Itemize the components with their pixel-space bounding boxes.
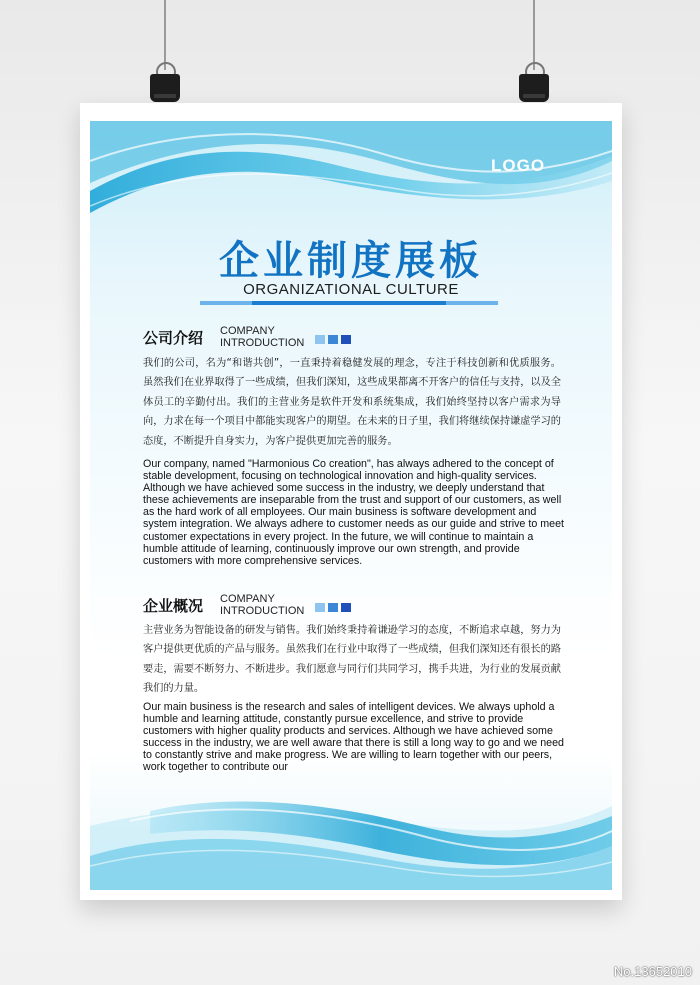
poster-subtitle: ORGANIZATIONAL CULTURE [243,281,459,298]
image-reference-number: No.13652010 [613,964,692,979]
section2-body-en: Our main business is the research and sales of intelligent devices. We always uphold a humble and learning attitude, constantly pursue excellence, and strive to provide customers with higher quality products and services. Although we have achieved some success in the industry, we are well aware that there is still a long way to go and we need to constantly strive and make progress. We are willing to learn together with our peers, work together to contribute our [143,701,564,774]
section-title-en-line2: INTRODUCTION [220,605,305,617]
top-wave-decoration [90,121,612,231]
section-title-en-line1: COMPANY [220,325,275,337]
poster-board [80,103,622,900]
section-title-en [220,325,304,349]
section2-body-cn: 主营业务为智能设备的研发与销售。我们始终秉持着谦逊学习的态度，不断追求卓越，努力为客户提供更优质的产品与服务。虽然我们在行业中取得了一些成绩，但我们深知还有很长的路要走，需要不断努力、不断进步。我们愿意与同行们共同学习，携手共进，为行业的发展贡献我们的力量。 [143,625,561,695]
section-title-cn: 企业概况 [143,597,204,615]
hanging-wire-right [533,0,535,70]
bottom-wave-decoration [90,786,612,890]
title-underline [200,301,498,305]
poster-title: 企业制度展板 [219,238,483,284]
poster-content [90,121,612,890]
section1-body-en: Our company, named "Harmonious Co creation", has always adhered to the concept of stable development, focusing on technological innovation and high-quality services. Although we have achieved some success in the industry, we deeply understand that these achievements are inseparable from the trust and support of our customers, as well as the hard work of all employees. Our main business is software development and system integration. We always adhere to customer needs as our guide and strive to meet customer expectations in every project. In the future, we will continue to maintain a humble attitude of learning, continuously improve our own strength, and provide customers with more comprehensive services. [143,458,564,567]
section1-body-cn: 我们的公司，名为“和谐共创”，一直秉持着稳健发展的理念，专注于科技创新和优质服务。虽然我们在业界取得了一些成绩，但我们深知，这些成果都离不开客户的信任与支持，以及全体员工的辛勤付出。我们的主营业务是软件开发和系统集成，我们始终坚持以客户需求为导向，力求在每一个项目中都能实现客户的期望。在未来的日子里，我们将继续保持谦虚学习的态度，不断提升自身实力，为客户提供更加完善的服务。 [143,358,561,447]
section-title-en-line1: COMPANY [220,593,275,605]
hanging-wire-left [164,0,166,70]
section-title-en [220,593,304,617]
logo-text: LOGO [491,156,546,175]
section-title-en-line2: INTRODUCTION [220,337,305,349]
section-title-cn: 公司介绍 [143,329,204,347]
